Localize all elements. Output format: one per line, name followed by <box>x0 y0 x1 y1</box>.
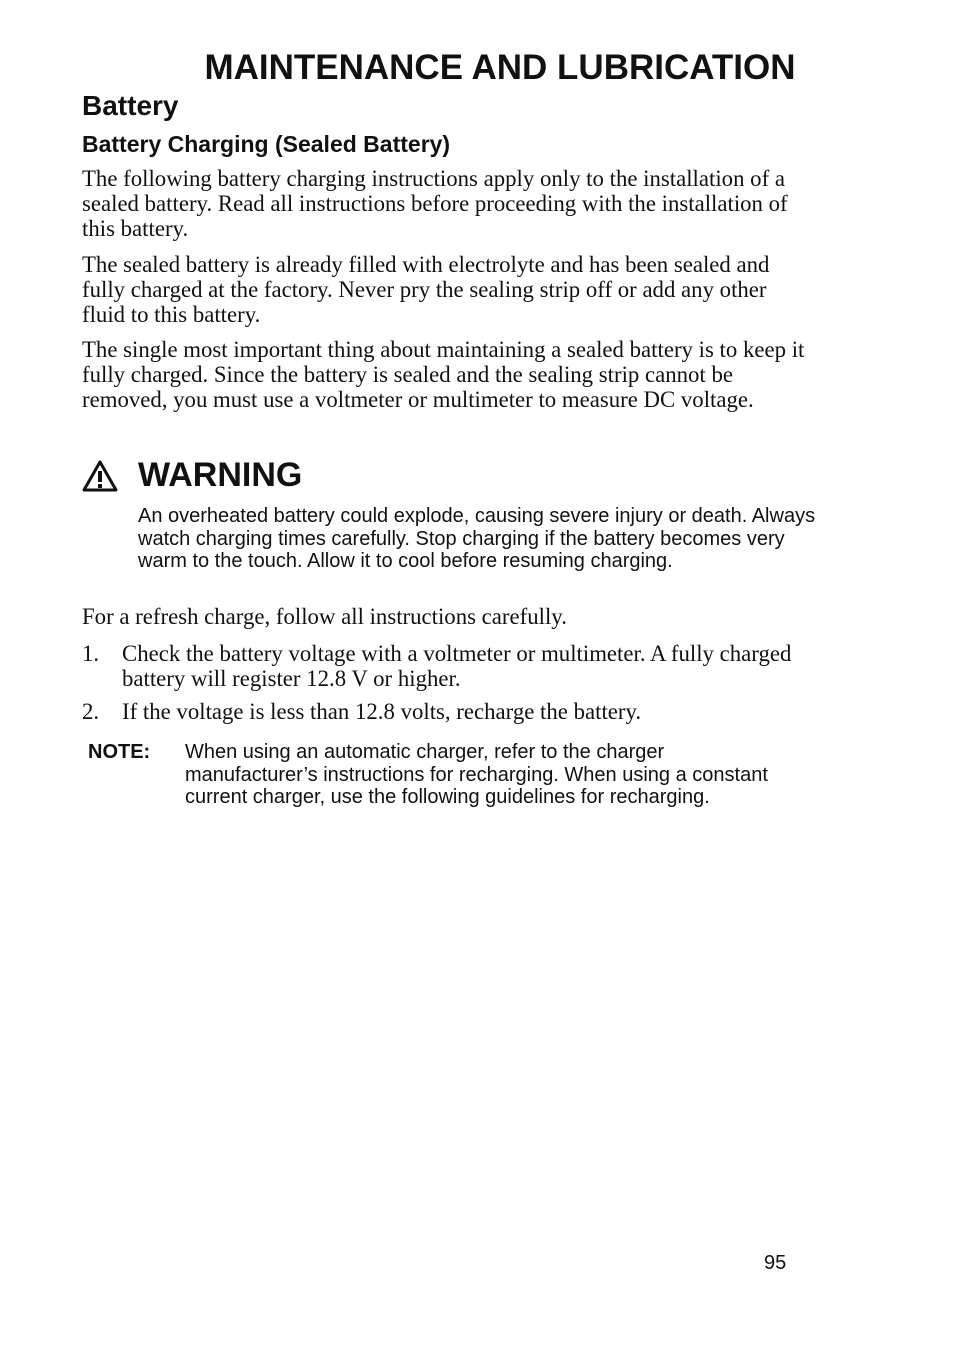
list-item-text: If the voltage is less than 12.8 volts, recharge the battery. <box>122 699 642 724</box>
paragraph-intro: The following battery charging instructions apply only to the installation of a sealed battery. Read all instructions before proceeding with the installation of this battery. <box>82 166 788 241</box>
page-number: 95 <box>764 1252 787 1274</box>
section-subheading: Battery Charging (Sealed Battery) <box>82 131 451 157</box>
paragraph-sealed: The sealed battery is already filled with electrolyte and has been sealed and fully charged at the factory. Never pry the sealing strip off or add any other fluid to this battery. <box>82 252 770 327</box>
note-block <box>88 741 788 809</box>
list-item-number: 1. <box>82 641 100 666</box>
warning-header <box>82 456 302 495</box>
warning-triangle-icon <box>82 460 118 492</box>
paragraph-maintain: The single most important thing about maintaining a sealed battery is to keep it fully charged. Since the battery is sealed and the sealing strip cannot be removed, you must use a voltmeter or multimeter to measure DC voltage. <box>82 337 805 412</box>
note-label: NOTE: <box>88 741 151 763</box>
list-item-number: 2. <box>82 699 100 724</box>
refresh-intro: For a refresh charge, follow all instructions carefully. <box>82 604 567 629</box>
note-text: When using an automatic charger, refer to the charger manufacturer’s instructions for recharging. When using a constant current charger, use the following guidelines for recharging. <box>185 741 768 808</box>
steps-list <box>82 641 812 732</box>
page-title: MAINTENANCE AND LUBRICATION <box>204 48 796 87</box>
warning-title: WARNING <box>138 456 303 494</box>
section-heading: Battery <box>82 90 179 121</box>
warning-text: An overheated battery could explode, causing severe injury or death. Always watch charging times carefully. Stop charging if the battery becomes very warm to the touch. Allow it to cool before resuming charging. <box>138 505 816 572</box>
list-item <box>82 641 812 691</box>
list-item-text: Check the battery voltage with a voltmeter or multimeter. A fully charged battery will register 12.8 V or higher. <box>122 641 792 691</box>
list-item <box>82 699 812 724</box>
